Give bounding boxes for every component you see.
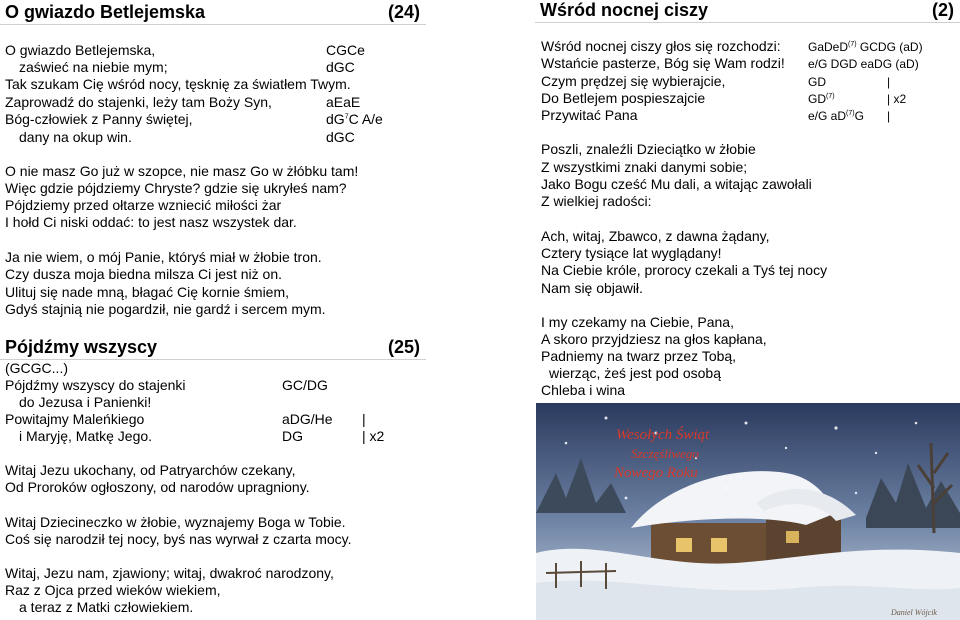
- lyric-line: Czy dusza moja biedna milsza Ci jest niż on.: [5, 266, 283, 282]
- repeat-mark: | x2: [362, 428, 385, 444]
- lyric-line: Padniemy na twarz przez Tobą,: [541, 348, 737, 364]
- lyric-line: Pójdziemy przed ołtarze wzniecić miłości żar: [5, 197, 282, 213]
- lyric-line: Witaj Jezu ukochany, od Patryarchów czekany,: [5, 462, 296, 478]
- chord: CGCe: [326, 42, 365, 58]
- chord: e/G DGD eaDG (aD): [808, 57, 919, 71]
- chord: dGC: [326, 129, 355, 145]
- lyric-line: Gdyś stajnią nie pogardził, nie gardź i sercem mym.: [5, 301, 326, 317]
- song-title: O gwiazdo Betlejemska: [5, 2, 206, 22]
- lyric-line: O nie masz Go już w szopce, nie masz Go w żłóbku tam!: [5, 163, 359, 179]
- lyric-line: Tak szukam Cię wśród nocy, tęsknię za światłem Twym.: [5, 76, 351, 92]
- chord: e/G $aD^{(7)}G$: [808, 109, 864, 123]
- chord: GC/DG: [282, 377, 328, 393]
- greeting-line-2: Szczęśliwego: [631, 446, 699, 461]
- repeat-mark: |: [362, 411, 366, 427]
- lyric-line: Nam się objawił.: [541, 280, 643, 296]
- lyric-line: A skoro przyjdziesz na głos kapłana,: [541, 331, 767, 347]
- chord: GD: [808, 75, 826, 89]
- lyric-line: Więc gdzie pójdziemy Chryste? gdzie się ukryłeś nam?: [5, 180, 347, 196]
- lyric-line: Z wszystkimi znaki danymi sobie;: [541, 159, 748, 175]
- lyric-line: Bóg-człowiek z Panny świętej,: [5, 111, 193, 127]
- winter-cottage-illustration: [536, 403, 960, 620]
- lyric-line: I my czekamy na Ciebie, Pana,: [541, 314, 734, 330]
- chord: aDG/He: [282, 411, 333, 427]
- lyric-line: Zaprowadź do stajenki, leży tam Boży Syn,: [5, 94, 272, 110]
- chord: DG: [282, 428, 303, 444]
- repeat-mark: | x2: [887, 92, 907, 106]
- intro-chords: (GCGC...): [5, 360, 68, 376]
- chord: aEaE: [326, 94, 361, 110]
- lyric-line: O gwiazdo Betlejemska,: [5, 42, 156, 58]
- lyric-line: Poszli, znaleźli Dzieciątko w żłobie: [541, 141, 756, 157]
- lyric-line: Pójdźmy wszyscy do stajenki: [5, 377, 186, 393]
- lyric-line: zaświeć na niebie mym;: [19, 59, 168, 75]
- chord: GD$^{(7)}$: [808, 92, 835, 106]
- repeat-mark: |: [887, 75, 891, 89]
- lyric-line: Czym prędzej się wybierajcie,: [541, 73, 726, 89]
- lyric-line: a teraz z Matki człowiekiem.: [19, 599, 194, 615]
- lyric-line: Wstańcie pasterze, Bóg się Wam rodzi!: [541, 55, 785, 71]
- chord: GaDeD$^{(7)}$ GCDG (aD): [808, 40, 923, 54]
- greeting-line-3: Nowego Roku: [614, 465, 698, 481]
- lyric-line: Witaj, Jezu nam, zjawiony; witaj, dwakroć narodzony,: [5, 565, 334, 581]
- lyric-line: Ulituj się nade mną, błagać Cię kornie śmiem,: [5, 284, 290, 300]
- lyric-line: Witaj Dziecineczko w żłobie, wyznajemy Boga w Tobie.: [5, 514, 346, 530]
- lyric-line: Raz z Ojca przed wieków wiekiem,: [5, 582, 221, 598]
- christmas-card-image: [536, 403, 960, 620]
- right-column: [535, 0, 960, 398]
- song-title-bar: [0, 335, 426, 360]
- song-title-bar: [0, 0, 426, 25]
- lyric-line: Powitajmy Maleńkiego: [5, 411, 145, 427]
- chord: dGC: [326, 59, 355, 75]
- lyric-line: I hołd Ci niski oddać: to jest nasz wszystek dar.: [5, 214, 297, 230]
- song-title: Pójdźmy wszyscy: [5, 337, 158, 357]
- lyric-line: Jako Bogu cześć Mu dali, a witając zawołali: [541, 176, 812, 192]
- song-title-bar: [535, 0, 960, 23]
- lyric-line: Chleba i wina: [541, 382, 626, 398]
- lyric-line: Coś się narodził tej nocy, byś nas wyrwał z czarta mocy.: [5, 531, 352, 547]
- artist-signature: Daniel Wójcik: [891, 608, 937, 617]
- lyric-line: Do Betlejem pospieszajcie: [541, 90, 706, 106]
- song-number: (24): [387, 2, 420, 22]
- chord: $dG^7C$ A/e: [326, 111, 383, 127]
- song-number: (2): [932, 0, 954, 20]
- lyric-line: do Jezusa i Panienki!: [19, 394, 152, 410]
- lyric-line: Na Ciebie króle, prorocy czekali a Tyś tej nocy: [541, 262, 828, 278]
- lyric-line: dany na okup win.: [19, 129, 132, 145]
- lyric-line: wierząc, żeś jest pod osobą: [549, 365, 721, 381]
- left-column: [0, 0, 426, 615]
- lyric-line: Ja nie wiem, o mój Panie, któryś miał w żłobie tron.: [5, 249, 322, 265]
- lyric-line: Przywitać Pana: [541, 107, 638, 123]
- lyric-line: Cztery tysiące lat wyglądany!: [541, 245, 722, 261]
- song-title: Wśród nocnej ciszy: [540, 0, 709, 20]
- greeting-line-1: Wesołych Świąt: [616, 427, 710, 443]
- lyric-line: i Maryję, Matkę Jego.: [19, 428, 153, 444]
- repeat-mark: |: [887, 109, 891, 123]
- lyric-line: Ach, witaj, Zbawco, z dawna żądany,: [541, 228, 770, 244]
- lyric-line: Z wielkiej radości:: [541, 193, 652, 209]
- lyric-line: Od Proroków ogłoszony, od narodów upragniony.: [5, 479, 310, 495]
- lyric-line: Wśród nocnej ciszy głos się rozchodzi:: [541, 38, 781, 54]
- song-number: (25): [387, 337, 420, 357]
